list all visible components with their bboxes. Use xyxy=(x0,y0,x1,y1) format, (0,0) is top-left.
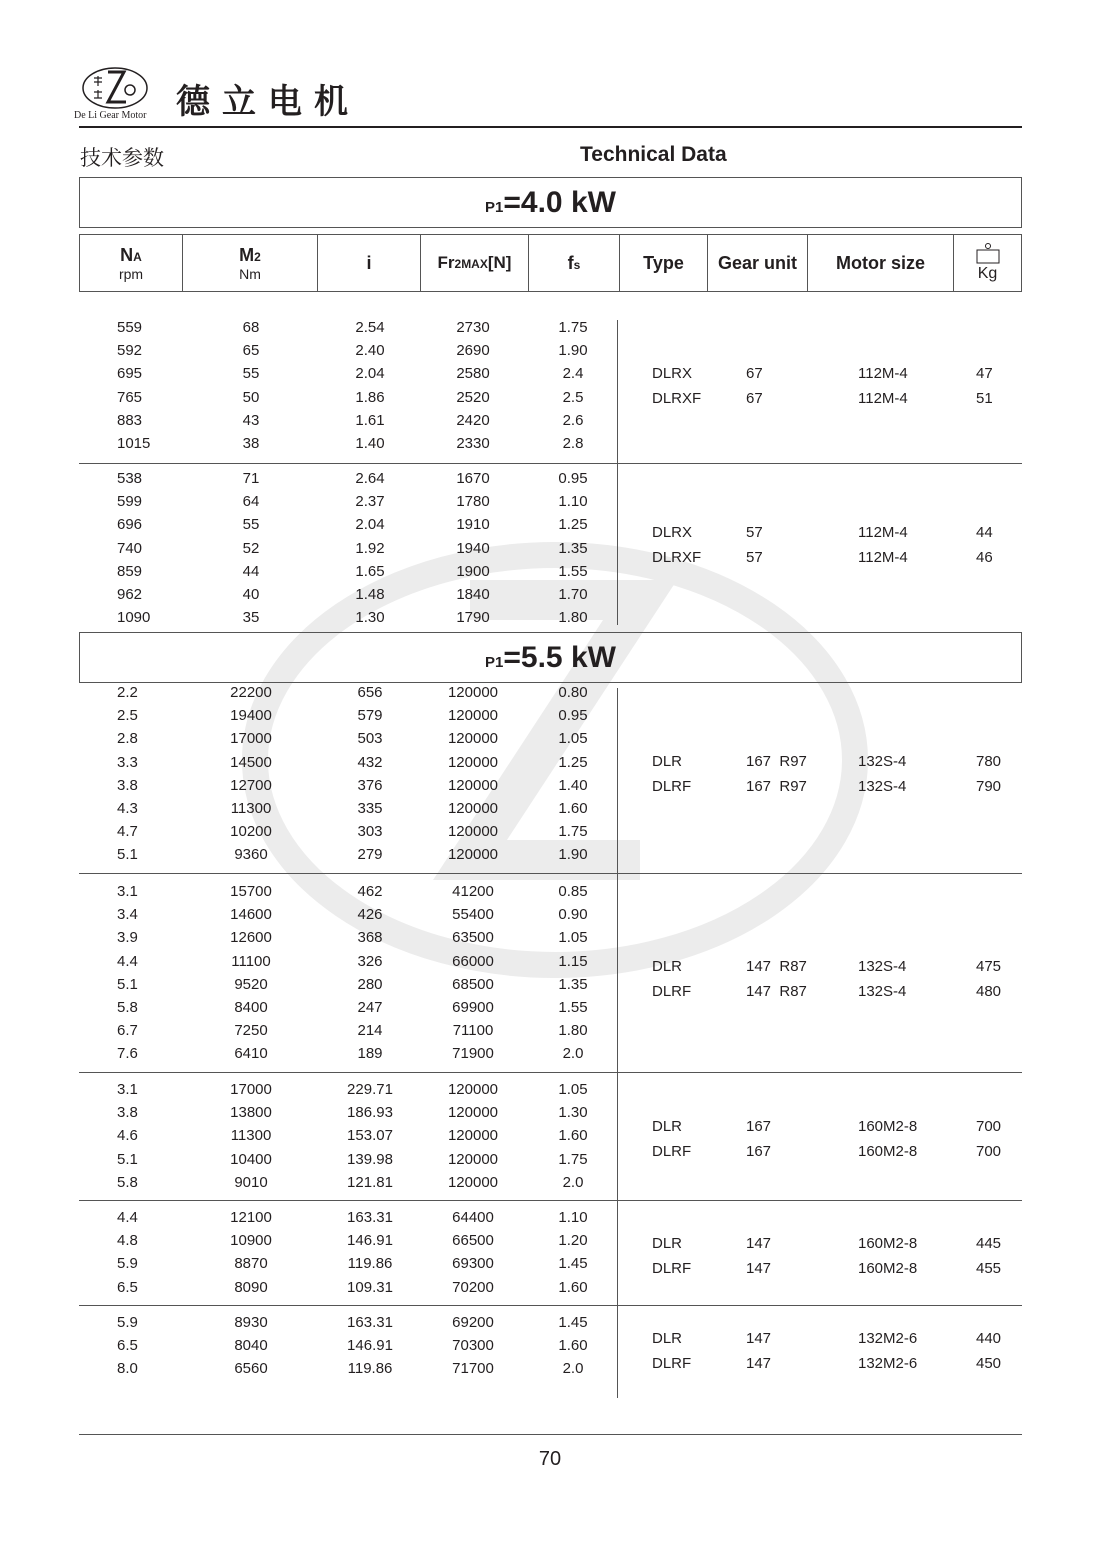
na-rpm-cell: 1090 xyxy=(117,609,151,627)
m2-nm-cell: 11100 xyxy=(231,952,271,970)
fs-cell: 1.05 xyxy=(558,929,588,947)
weight-cell: 47 xyxy=(976,365,993,382)
na-rpm-cell: 5.1 xyxy=(117,1150,138,1168)
ratio-i-cell: 426 xyxy=(357,906,383,924)
na-rpm-cell: 559 xyxy=(117,319,143,336)
m2-nm-cell: 8040 xyxy=(234,1337,268,1355)
power-section-4kw: P1=4.0 kW xyxy=(79,177,1022,228)
type-cell: DLR xyxy=(652,1235,683,1252)
group-separator xyxy=(79,873,1022,874)
na-rpm-cell: 3.4 xyxy=(117,906,138,924)
fr2max-cell: 2420 xyxy=(456,411,490,429)
m2-nm-cell: 7250 xyxy=(234,1022,268,1040)
na-rpm-cell: 883 xyxy=(117,411,143,429)
fr2max-cell: 64400 xyxy=(452,1209,494,1226)
ratio-i-cell: 2.54 xyxy=(355,319,385,336)
fs-cell: 2.4 xyxy=(562,365,584,383)
m2-nm-cell: 38 xyxy=(242,435,260,452)
fr2max-cell: 120000 xyxy=(447,800,499,817)
fs-cell: 0.80 xyxy=(558,684,588,701)
fr2max-cell: 120000 xyxy=(447,707,499,725)
fs-cell: 1.25 xyxy=(558,516,588,534)
m2-nm-cell: 65 xyxy=(242,342,260,360)
motor-size-cell: 160M2-8 xyxy=(858,1143,918,1160)
m2-nm-cell: 6410 xyxy=(234,1045,268,1063)
fs-cell: 1.20 xyxy=(558,1232,588,1250)
col-m2: M2 Nm xyxy=(183,235,318,291)
weight-cell: 44 xyxy=(976,524,993,541)
weight-icon xyxy=(975,243,1001,265)
m2-nm-cell: 17000 xyxy=(230,730,272,748)
ratio-i-cell: 1.40 xyxy=(355,435,385,452)
table-header xyxy=(79,234,1022,292)
type-cell: DLRF xyxy=(652,1143,692,1160)
m2-nm-cell: 35 xyxy=(242,609,260,627)
fs-cell: 2.6 xyxy=(562,411,584,429)
fs-cell: 1.45 xyxy=(558,1255,588,1273)
type-cell: DLR xyxy=(652,753,683,770)
fs-cell: 1.90 xyxy=(558,846,588,864)
fr2max-cell: 70300 xyxy=(452,1337,494,1355)
m2-nm-cell: 11300 xyxy=(230,1127,272,1145)
gear-unit-cell: 147 xyxy=(746,1355,772,1372)
na-rpm-cell: 1015 xyxy=(117,435,151,452)
fr2max-cell: 120000 xyxy=(447,753,499,771)
type-cell: DLR xyxy=(652,1118,683,1135)
ratio-i-cell: 146.91 xyxy=(347,1232,393,1250)
fr2max-cell: 41200 xyxy=(452,883,494,900)
fs-cell: 1.45 xyxy=(558,1314,588,1331)
fs-cell: 1.70 xyxy=(558,586,588,603)
fs-cell: 1.25 xyxy=(558,753,588,771)
fs-cell: 1.35 xyxy=(558,539,588,557)
brand-name: 德立电机 xyxy=(176,82,360,122)
ratio-i-cell: 1.30 xyxy=(355,609,385,627)
fr2max-cell: 1790 xyxy=(456,609,490,627)
fr2max-cell: 1840 xyxy=(456,586,490,603)
na-rpm-cell: 5.8 xyxy=(117,1173,138,1191)
column-divider xyxy=(617,320,618,625)
na-rpm-cell: 6.7 xyxy=(117,1022,138,1040)
motor-size-cell: 132S-4 xyxy=(858,983,907,1000)
ratio-i-cell: 1.61 xyxy=(355,411,385,429)
fs-cell: 2.8 xyxy=(562,435,584,452)
gear-unit-cell: 167 R97 xyxy=(746,753,807,770)
na-rpm-cell: 962 xyxy=(117,586,143,603)
ratio-i-cell: 2.37 xyxy=(355,493,385,511)
m2-nm-cell: 68 xyxy=(242,319,260,336)
gear-unit-cell: 57 xyxy=(746,524,763,541)
ratio-i-cell: 432 xyxy=(357,753,383,771)
fr2max-cell: 120000 xyxy=(447,730,499,748)
m2-nm-cell: 12100 xyxy=(230,1209,272,1226)
type-cell: DLRX xyxy=(652,524,693,541)
na-rpm-cell: 3.1 xyxy=(117,883,138,900)
gear-unit-cell: 147 R87 xyxy=(746,983,807,1000)
fr2max-cell: 55400 xyxy=(452,906,494,924)
na-rpm-cell: 5.9 xyxy=(117,1314,138,1331)
type-cell: DLRX xyxy=(652,365,693,382)
na-rpm-cell: 3.8 xyxy=(117,776,138,794)
type-cell: DLRF xyxy=(652,983,692,1000)
fr2max-cell: 120000 xyxy=(447,1104,499,1122)
ratio-i-cell: 579 xyxy=(357,707,383,725)
motor-size-cell: 112M-4 xyxy=(858,390,908,407)
gear-unit-cell: 57 xyxy=(746,549,763,566)
fs-cell: 1.30 xyxy=(558,1104,588,1122)
col-motor-size: Motor size xyxy=(808,235,954,291)
fr2max-cell: 120000 xyxy=(447,684,499,701)
page-number: 70 xyxy=(538,1448,562,1470)
na-rpm-cell: 4.4 xyxy=(117,952,138,970)
weight-cell: 480 xyxy=(976,983,1002,1000)
gear-unit-cell: 147 xyxy=(746,1330,772,1347)
m2-nm-cell: 40 xyxy=(242,586,260,603)
na-rpm-cell: 592 xyxy=(117,342,143,360)
gear-unit-cell: 167 R97 xyxy=(746,778,807,795)
motor-size-cell: 132M2-6 xyxy=(858,1330,918,1347)
fs-cell: 1.40 xyxy=(558,776,588,794)
ratio-i-cell: 153.07 xyxy=(347,1127,393,1145)
fs-cell: 1.80 xyxy=(558,609,588,627)
fr2max-cell: 120000 xyxy=(447,823,499,841)
fr2max-cell: 1900 xyxy=(456,562,490,580)
type-cell: DLRXF xyxy=(652,390,702,407)
ratio-i-cell: 119.86 xyxy=(347,1255,393,1273)
fs-cell: 0.85 xyxy=(558,883,588,900)
fs-cell: 0.95 xyxy=(558,707,588,725)
ratio-i-cell: 121.81 xyxy=(347,1173,393,1191)
fs-cell: 1.60 xyxy=(558,1337,588,1355)
fr2max-cell: 1910 xyxy=(456,516,490,534)
m2-nm-cell: 9360 xyxy=(234,846,268,864)
ratio-i-cell: 335 xyxy=(357,800,383,817)
ratio-i-cell: 503 xyxy=(357,730,383,748)
m2-nm-cell: 10200 xyxy=(230,823,272,841)
fs-cell: 1.10 xyxy=(558,1209,588,1226)
ratio-i-cell: 2.04 xyxy=(355,516,385,534)
fs-cell: 2.0 xyxy=(562,1360,584,1378)
m2-nm-cell: 9010 xyxy=(234,1173,268,1191)
col-fs: fs xyxy=(529,235,620,291)
m2-nm-cell: 12600 xyxy=(230,929,272,947)
fs-cell: 0.95 xyxy=(558,470,588,487)
na-rpm-cell: 696 xyxy=(117,516,143,534)
m2-nm-cell: 43 xyxy=(242,411,260,429)
ratio-i-cell: 229.71 xyxy=(347,1081,393,1098)
ratio-i-cell: 376 xyxy=(357,776,383,794)
fr2max-cell: 1780 xyxy=(456,493,490,511)
weight-cell: 440 xyxy=(976,1330,1002,1347)
ratio-i-cell: 214 xyxy=(357,1022,383,1040)
fs-cell: 1.75 xyxy=(558,823,588,841)
m2-nm-cell: 17000 xyxy=(230,1081,272,1098)
fr2max-cell: 2330 xyxy=(456,435,490,452)
m2-nm-cell: 6560 xyxy=(234,1360,268,1378)
m2-nm-cell: 10900 xyxy=(230,1232,272,1250)
fs-cell: 1.15 xyxy=(558,952,588,970)
fr2max-cell: 120000 xyxy=(447,846,499,864)
title-chinese: 技术参数 xyxy=(80,147,164,170)
ratio-i-cell: 109.31 xyxy=(347,1278,393,1296)
na-rpm-cell: 6.5 xyxy=(117,1278,138,1296)
col-fr2max: Fr2MAX[N] xyxy=(421,235,529,291)
fs-cell: 1.10 xyxy=(558,493,588,511)
type-cell: DLR xyxy=(652,958,683,975)
ratio-i-cell: 1.65 xyxy=(355,562,385,580)
ratio-i-cell: 119.86 xyxy=(347,1360,393,1378)
fr2max-cell: 66000 xyxy=(452,952,494,970)
motor-size-cell: 112M-4 xyxy=(858,549,908,566)
m2-nm-cell: 8400 xyxy=(234,999,268,1016)
na-rpm-cell: 8.0 xyxy=(117,1360,138,1378)
ratio-i-cell: 189 xyxy=(357,1045,383,1063)
na-rpm-cell: 4.6 xyxy=(117,1127,138,1145)
na-rpm-cell: 859 xyxy=(117,562,143,580)
ratio-i-cell: 163.31 xyxy=(347,1314,393,1331)
na-rpm-cell: 5.1 xyxy=(117,975,138,993)
fr2max-cell: 120000 xyxy=(447,1081,499,1098)
ratio-i-cell: 326 xyxy=(357,952,383,970)
m2-nm-cell: 44 xyxy=(242,562,260,580)
m2-nm-cell: 10400 xyxy=(230,1150,272,1168)
na-rpm-cell: 3.1 xyxy=(117,1081,138,1098)
fr2max-cell: 69900 xyxy=(452,999,494,1016)
col-type: Type xyxy=(620,235,708,291)
m2-nm-cell: 13800 xyxy=(230,1104,272,1122)
fr2max-cell: 1940 xyxy=(456,539,490,557)
ratio-i-cell: 279 xyxy=(357,846,383,864)
m2-nm-cell: 55 xyxy=(242,365,260,383)
na-rpm-cell: 3.8 xyxy=(117,1104,138,1122)
weight-cell: 445 xyxy=(976,1235,1002,1252)
fr2max-cell: 69300 xyxy=(452,1255,494,1273)
fs-cell: 1.35 xyxy=(558,975,588,993)
fr2max-cell: 120000 xyxy=(447,1150,499,1168)
na-rpm-cell: 7.6 xyxy=(117,1045,138,1063)
type-cell: DLRF xyxy=(652,1260,692,1277)
fr2max-cell: 66500 xyxy=(452,1232,494,1250)
col-i: i xyxy=(318,235,421,291)
motor-size-cell: 132M2-6 xyxy=(858,1355,918,1372)
motor-size-cell: 160M2-8 xyxy=(858,1235,918,1252)
ratio-i-cell: 2.04 xyxy=(355,365,385,383)
type-cell: DLR xyxy=(652,1330,683,1347)
fs-cell: 0.90 xyxy=(558,906,588,924)
na-rpm-cell: 3.9 xyxy=(117,929,138,947)
fs-cell: 1.55 xyxy=(558,999,588,1016)
footer-rule xyxy=(79,1434,1022,1435)
fr2max-cell: 2690 xyxy=(456,342,490,360)
header-rule xyxy=(79,126,1022,128)
motor-size-cell: 160M2-8 xyxy=(858,1260,918,1277)
fs-cell: 1.05 xyxy=(558,730,588,748)
ratio-i-cell: 2.40 xyxy=(355,342,385,360)
col-na: NA rpm xyxy=(80,235,183,291)
gear-unit-cell: 67 xyxy=(746,390,763,407)
fs-cell: 1.75 xyxy=(558,319,588,336)
motor-size-cell: 132S-4 xyxy=(858,778,907,795)
fr2max-cell: 71900 xyxy=(452,1045,494,1063)
fr2max-cell: 63500 xyxy=(452,929,494,947)
fs-cell: 1.60 xyxy=(558,800,588,817)
fs-cell: 1.55 xyxy=(558,562,588,580)
na-rpm-cell: 5.8 xyxy=(117,999,138,1016)
ratio-i-cell: 247 xyxy=(357,999,383,1016)
weight-cell: 450 xyxy=(976,1355,1002,1372)
fs-cell: 1.60 xyxy=(558,1127,588,1145)
fs-cell: 1.75 xyxy=(558,1150,588,1168)
m2-nm-cell: 11300 xyxy=(230,800,272,817)
type-cell: DLRF xyxy=(652,1355,692,1372)
gear-unit-cell: 67 xyxy=(746,365,763,382)
motor-size-cell: 160M2-8 xyxy=(858,1118,918,1135)
gear-unit-cell: 147 xyxy=(746,1235,772,1252)
m2-nm-cell: 14500 xyxy=(230,753,272,771)
type-cell: DLRXF xyxy=(652,549,702,566)
ratio-i-cell: 656 xyxy=(357,684,383,701)
weight-cell: 475 xyxy=(976,958,1002,975)
fs-cell: 1.80 xyxy=(558,1022,588,1040)
motor-size-cell: 132S-4 xyxy=(858,753,907,770)
column-divider xyxy=(617,688,618,1398)
m2-nm-cell: 71 xyxy=(242,470,260,487)
ratio-i-cell: 2.64 xyxy=(355,470,385,487)
m2-nm-cell: 22200 xyxy=(230,684,272,701)
ratio-i-cell: 186.93 xyxy=(347,1104,393,1122)
weight-cell: 51 xyxy=(976,390,993,407)
na-rpm-cell: 4.4 xyxy=(117,1209,138,1226)
na-rpm-cell: 4.7 xyxy=(117,823,138,841)
na-rpm-cell: 695 xyxy=(117,365,143,383)
na-rpm-cell: 2.2 xyxy=(117,684,138,701)
fs-cell: 2.0 xyxy=(562,1173,584,1191)
group-separator xyxy=(79,463,1022,464)
fr2max-cell: 68500 xyxy=(452,975,494,993)
m2-nm-cell: 50 xyxy=(242,388,260,406)
fr2max-cell: 2580 xyxy=(456,365,490,383)
ratio-i-cell: 368 xyxy=(357,929,383,947)
na-rpm-cell: 6.5 xyxy=(117,1337,138,1355)
col-weight: Kg xyxy=(954,235,1021,291)
m2-nm-cell: 19400 xyxy=(230,707,272,725)
m2-nm-cell: 55 xyxy=(242,516,260,534)
weight-cell: 455 xyxy=(976,1260,1002,1277)
fr2max-cell: 120000 xyxy=(447,1173,499,1191)
na-rpm-cell: 765 xyxy=(117,388,143,406)
group-separator xyxy=(79,1200,1022,1201)
m2-nm-cell: 8870 xyxy=(234,1255,268,1273)
fr2max-cell: 120000 xyxy=(447,776,499,794)
fr2max-cell: 2730 xyxy=(456,319,490,336)
na-rpm-cell: 2.5 xyxy=(117,707,138,725)
fs-cell: 2.0 xyxy=(562,1045,584,1063)
fr2max-cell: 69200 xyxy=(452,1314,494,1331)
logo-text: De Li Gear Motor xyxy=(74,110,147,121)
m2-nm-cell: 15700 xyxy=(230,883,272,900)
weight-cell: 700 xyxy=(976,1118,1002,1135)
weight-cell: 780 xyxy=(976,753,1002,770)
m2-nm-cell: 9520 xyxy=(234,975,268,993)
ratio-i-cell: 1.92 xyxy=(355,539,385,557)
na-rpm-cell: 740 xyxy=(117,539,143,557)
ratio-i-cell: 163.31 xyxy=(347,1209,393,1226)
col-gear-unit: Gear unit xyxy=(708,235,808,291)
weight-cell: 46 xyxy=(976,549,993,566)
motor-size-cell: 112M-4 xyxy=(858,365,908,382)
fr2max-cell: 120000 xyxy=(447,1127,499,1145)
m2-nm-cell: 52 xyxy=(242,539,260,557)
title-english: Technical Data xyxy=(580,143,727,166)
m2-nm-cell: 64 xyxy=(242,493,260,511)
na-rpm-cell: 5.9 xyxy=(117,1255,138,1273)
m2-nm-cell: 14600 xyxy=(230,906,272,924)
type-cell: DLRF xyxy=(652,778,692,795)
gear-unit-cell: 147 R87 xyxy=(746,958,807,975)
ratio-i-cell: 1.48 xyxy=(355,586,385,603)
na-rpm-cell: 599 xyxy=(117,493,143,511)
fr2max-cell: 2520 xyxy=(456,388,490,406)
fr2max-cell: 71100 xyxy=(452,1022,494,1040)
m2-nm-cell: 8090 xyxy=(234,1278,268,1296)
ratio-i-cell: 146.91 xyxy=(347,1337,393,1355)
ratio-i-cell: 280 xyxy=(357,975,383,993)
fs-cell: 2.5 xyxy=(562,388,584,406)
na-rpm-cell: 4.3 xyxy=(117,800,138,817)
power-section-5-5kw: P1=5.5 kW xyxy=(79,632,1022,683)
ratio-i-cell: 139.98 xyxy=(347,1150,393,1168)
na-rpm-cell: 3.3 xyxy=(117,753,138,771)
motor-size-cell: 112M-4 xyxy=(858,524,908,541)
group-separator xyxy=(79,1305,1022,1306)
fr2max-cell: 1670 xyxy=(456,470,490,487)
fr2max-cell: 71700 xyxy=(452,1360,494,1378)
gear-unit-cell: 167 xyxy=(746,1118,772,1135)
ratio-i-cell: 462 xyxy=(357,883,383,900)
fr2max-cell: 70200 xyxy=(452,1278,494,1296)
gear-unit-cell: 147 xyxy=(746,1260,772,1277)
company-logo xyxy=(80,66,150,110)
m2-nm-cell: 8930 xyxy=(234,1314,268,1331)
na-rpm-cell: 5.1 xyxy=(117,846,138,864)
gear-unit-cell: 167 xyxy=(746,1143,772,1160)
m2-nm-cell: 12700 xyxy=(230,776,272,794)
group-separator xyxy=(79,1072,1022,1073)
weight-cell: 700 xyxy=(976,1143,1002,1160)
fs-cell: 1.90 xyxy=(558,342,588,360)
ratio-i-cell: 1.86 xyxy=(355,388,385,406)
na-rpm-cell: 538 xyxy=(117,470,143,487)
ratio-i-cell: 303 xyxy=(357,823,383,841)
na-rpm-cell: 2.8 xyxy=(117,730,138,748)
weight-cell: 790 xyxy=(976,778,1002,795)
motor-size-cell: 132S-4 xyxy=(858,958,907,975)
fs-cell: 1.05 xyxy=(558,1081,588,1098)
fs-cell: 1.60 xyxy=(558,1278,588,1296)
na-rpm-cell: 4.8 xyxy=(117,1232,138,1250)
